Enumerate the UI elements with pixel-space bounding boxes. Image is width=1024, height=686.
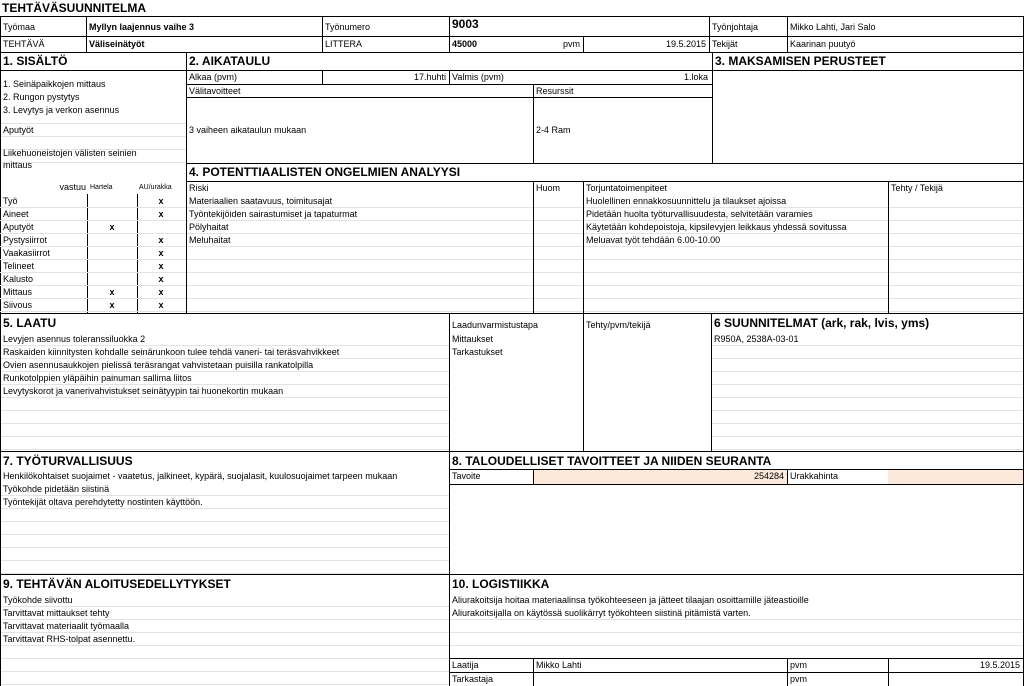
tehtava-value: Väliseinätyöt	[89, 39, 145, 49]
vastuu-row-label: Kalusto	[3, 274, 34, 284]
grid-line	[0, 436, 449, 437]
grid-line	[0, 449, 449, 450]
vastuu-mark-au: x	[158, 274, 164, 284]
aloitus-line: Työkohde siivottu	[3, 595, 73, 605]
turvallisuus-line: Työkohde pidetään siistinä	[3, 484, 110, 494]
page-title: TEHTÄVÄSUUNNITELMA	[2, 1, 146, 15]
turvallisuus-line: Työntekijät oltava perehdytetty nostinten käyttöön.	[3, 497, 203, 507]
sisalto-item: 1. Seinäpaikkojen mittaus	[3, 79, 106, 89]
vastuu-row-label: Mittaus	[3, 287, 33, 297]
grid-line	[449, 632, 1024, 633]
laatu-line: Levyjen asennus toleranssiluokka 2	[3, 334, 146, 344]
tyomaa-label: Työmaa	[3, 22, 36, 32]
torjunta-item: Meluavat työt tehdään 6.00-10.00	[586, 235, 721, 245]
vastuu-mark-au: x	[158, 196, 164, 206]
valitavoitteet-value: 3 vaiheen aikataulun mukaan	[189, 125, 307, 135]
vastuu-mark-au: x	[158, 287, 164, 297]
grid-line	[711, 410, 1024, 411]
grid-line	[0, 560, 449, 561]
vastuu-row-label: Aputyöt	[3, 222, 34, 232]
grid-line	[0, 410, 449, 411]
vastuu-row-label: Pystysiirrot	[3, 235, 48, 245]
tarkastaja-pvm-label: pvm	[790, 674, 808, 684]
grid-line	[186, 272, 1024, 273]
tyomaa-value: Myllyn laajennus vaihe 3	[89, 22, 195, 32]
torjunta-label: Torjuntatoimenpiteet	[586, 183, 668, 193]
vastuu-header: vastuu	[59, 182, 86, 192]
sisalto-note: Liikehuoneistojen välisten seinien	[3, 148, 137, 158]
section-1-heading: 1. SISÄLTÖ	[3, 54, 68, 68]
tyonjohtaja-value: Mikko Lahti, Jari Salo	[790, 22, 876, 32]
grid-line	[0, 658, 449, 659]
tarkastaja-label: Tarkastaja	[452, 674, 494, 684]
grid-line	[711, 397, 1024, 398]
laatija-value: Mikko Lahti	[536, 660, 582, 670]
valmis-label: Valmis (pvm)	[452, 72, 504, 82]
sisalto-note: mittaus	[3, 160, 33, 170]
grid-line	[186, 259, 1024, 260]
tekijat-label: Tekijät	[712, 39, 738, 49]
laatu-line: Levytyskorot ja vanerivahvistukset seinätyypin tai huonekortin mukaan	[3, 386, 284, 396]
vastuu-col-au: AU/urakka	[139, 184, 172, 191]
laatu-line: Ovien asennusaukkojen pielissä teräsrangat vahvistetaan puisilla rankatolpilla	[3, 360, 314, 370]
vastuu-mark-au: x	[158, 235, 164, 245]
grid-line	[0, 521, 449, 522]
tehty-tekija-label: Tehty / Tekijä	[891, 183, 943, 193]
alkaa-label: Alkaa (pvm)	[189, 72, 238, 82]
tavoite-value: 254284	[753, 471, 784, 481]
torjunta-item: Huolellinen ennakkosuunnittelu ja tilaukset ajoissa	[586, 196, 787, 206]
tyonumero-value: 9003	[452, 17, 479, 31]
section-5-heading: 5. LAATU	[3, 316, 57, 330]
grid-line	[449, 645, 1024, 646]
laatija-label: Laatija	[452, 660, 479, 670]
vastuu-row-divider	[0, 311, 186, 312]
tyonumero-label: Työnumero	[325, 22, 371, 32]
alkaa-value: 17.huhti	[413, 72, 446, 82]
section-10-heading: 10. LOGISTIIKKA	[452, 577, 550, 591]
grid-line	[186, 311, 1024, 312]
riski-item: Materiaalien saatavuus, toimitusajat	[189, 196, 333, 206]
signoff-pvm-label: pvm	[790, 660, 808, 670]
section-3-heading: 3. MAKSAMISEN PERUSTEET	[715, 54, 886, 68]
grid-line	[711, 384, 1024, 385]
section-7-heading: 7. TYÖTURVALLISUUS	[3, 454, 133, 468]
section-8-heading: 8. TALOUDELLISET TAVOITTEET JA NIIDEN SEURANTA	[452, 454, 772, 468]
resurssit-label: Resurssit	[536, 86, 574, 96]
grid-line	[711, 358, 1024, 359]
torjunta-item: Pidetään huolta työturvallisuudesta, selvitetään varamies	[586, 209, 813, 219]
resurssit-value: 2-4 Ram	[536, 125, 571, 135]
tavoite-label: Tavoite	[452, 471, 481, 481]
varmistus-item: Mittaukset	[452, 334, 494, 344]
suunnitelmat-value: R950A, 2538A-03-01	[714, 334, 799, 344]
torjunta-item: Käytetään kohdepoistoja, kipsilevyjen leikkaus yhdessä sovitussa	[586, 222, 847, 232]
littera-label: LITTERA	[325, 39, 363, 49]
vastuu-mark-au: x	[158, 248, 164, 258]
pvm-label: pvm	[563, 39, 581, 49]
logistiikka-line: Aliurakoitsija hoitaa materiaalinsa työkohteeseen ja jätteet tilaajan osoittamille jäteastioille	[452, 595, 809, 605]
tehtava-label: TEHTÄVÄ	[3, 39, 45, 49]
tyonjohtaja-label: Työnjohtaja	[712, 22, 759, 32]
urakkahinta-label: Urakkahinta	[790, 471, 839, 481]
sisalto-item: 3. Levytys ja verkon asennus	[3, 105, 120, 115]
grid-line	[711, 449, 1024, 450]
grid-line	[186, 298, 1024, 299]
section-6-heading: 6 SUUNNITELMAT (ark, rak, lvis, yms)	[714, 316, 930, 330]
tekijat-value: Kaarinan puutyö	[790, 39, 856, 49]
vastuu-mark-hartela: x	[109, 222, 115, 232]
sisalto-item: 2. Rungon pystytys	[3, 92, 80, 102]
vastuu-row-label: Telineet	[3, 261, 35, 271]
vastuu-col-hartela: Hartela	[90, 184, 113, 191]
riski-item: Pölyhaitat	[189, 222, 229, 232]
grid-line	[711, 371, 1024, 372]
section-4-heading: 4. POTENTTIAALISTEN ONGELMIEN ANALYYSI	[189, 165, 461, 179]
grid-line	[0, 534, 449, 535]
laatu-tehty-label: Tehty/pvm/tekijä	[586, 320, 651, 330]
grid-line	[711, 423, 1024, 424]
aloitus-line: Tarvittavat materiaalit työmaalla	[3, 621, 130, 631]
section-9-heading: 9. TEHTÄVÄN ALOITUSEDELLYTYKSET	[3, 577, 231, 591]
grid-line	[186, 285, 1024, 286]
vastuu-mark-au: x	[158, 300, 164, 310]
logistiikka-line: Aliurakoitsijalla on käytössä suolikärryt työkohteen siistinä pitämistä varten.	[452, 608, 751, 618]
grid-line	[0, 684, 449, 685]
aloitus-line: Tarvittavat mittaukset tehty	[3, 608, 110, 618]
laatu-line: Raskaiden kiinnitysten kohdalle seinärunkoon tulee tehdä vaneri- tai teräsvahvikkeet	[3, 347, 340, 357]
aloitus-line: Tarvittavat RHS-tolpat asennettu.	[3, 634, 136, 644]
riski-item: Meluhaitat	[189, 235, 231, 245]
riski-item: Työntekijöiden sairastumiset ja tapaturmat	[189, 209, 358, 219]
aputyot-label: Aputyöt	[3, 125, 34, 135]
laatu-line: Runkotolppien yläpäihin painuman sallima liitos	[3, 373, 192, 383]
urakkahinta-value-cell	[888, 470, 1023, 484]
vastuu-row-label: Siivous	[3, 300, 33, 310]
varmistus-label: Laadunvarmistustapa	[452, 320, 539, 330]
huom-label: Huom	[536, 183, 561, 193]
littera-value: 45000	[452, 39, 478, 49]
vastuu-mark-au: x	[158, 261, 164, 271]
vastuu-row-label: Vaakasiirrot	[3, 248, 50, 258]
signoff-pvm-value: 19.5.2015	[979, 660, 1020, 670]
vastuu-mark-hartela: x	[109, 287, 115, 297]
section-2-heading: 2. AIKATAULU	[189, 54, 271, 68]
grid-line	[0, 671, 449, 672]
riski-label: Riski	[189, 183, 209, 193]
grid-line	[711, 436, 1024, 437]
vastuu-row-label: Aineet	[3, 209, 29, 219]
vastuu-mark-hartela: x	[109, 300, 115, 310]
vastuu-row-label: Työ	[3, 196, 18, 206]
vastuu-mark-au: x	[158, 209, 164, 219]
pvm-value: 19.5.2015	[665, 39, 706, 49]
grid-line	[0, 423, 449, 424]
valmis-value: 1.loka	[683, 72, 708, 82]
turvallisuus-line: Henkilökohtaiset suojaimet - vaatetus, jalkineet, kypärä, suojalasit, kuulosuojaimet tarpeen mukaan	[3, 471, 398, 481]
grid-line	[0, 547, 449, 548]
varmistus-item: Tarkastukset	[452, 347, 503, 357]
valitavoitteet-label: Välitavoitteet	[189, 86, 241, 96]
